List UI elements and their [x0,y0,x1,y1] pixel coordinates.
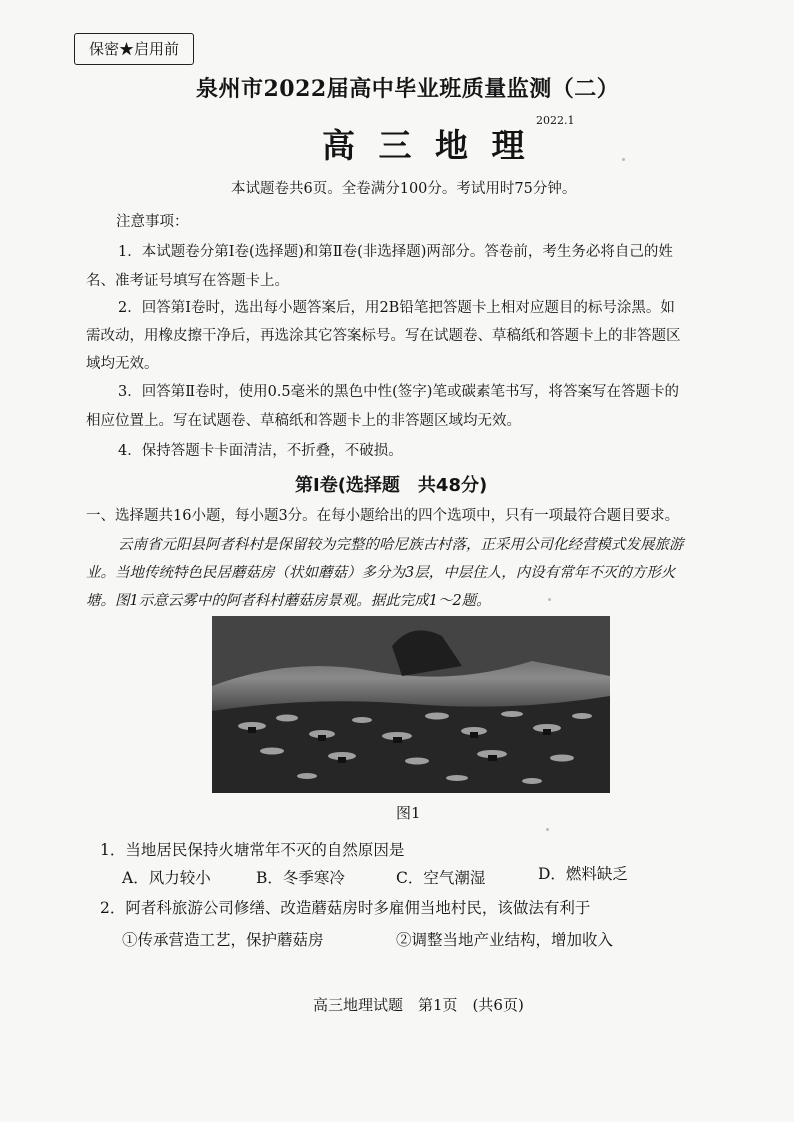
exam-title: 泉州市2022届高中毕业班质量监测（二） [196,76,620,102]
notes-line: 域均无效。 [86,356,159,372]
question-1-option-a: A．风力较小 [122,869,211,887]
subject-title: 高 三 地 理 [322,126,531,165]
notes-line: 1．本试题卷分第Ⅰ卷(选择题)和第Ⅱ卷(非选择题)两部分。答卷前，考生务必将自己的姓 [118,244,673,260]
section-title: 第Ⅰ卷(选择题 共48分) [295,475,488,496]
notes-line: 4．保持答题卡卡面清洁，不折叠，不破损。 [118,443,403,459]
intro-line: 本试题卷共6页。全卷满分100分。考试用时75分钟。 [231,181,577,197]
question-1-option-d: D．燃料缺乏 [538,865,628,883]
scan-speck [622,158,625,161]
confidential-stamp: 保密★启用前 [74,33,194,65]
question-1-option-b: B．冬季寒冷 [256,869,345,887]
question-2-stem: 2．阿者科旅游公司修缮、改造蘑菇房时多雇佣当地村民，该做法有利于 [100,899,591,917]
notes-line: 3．回答第Ⅱ卷时，使用0.5毫米的黑色中性(签字)笔或碳素笔书写，将答案写在答题卡的 [118,384,679,400]
passage-line: 塘。图1示意云雾中的阿者科村蘑菇房景观。据此完成1～2题。 [86,593,491,609]
passage-line: 业。当地传统特色民居蘑菇房（状如蘑菇）多分为3层，中层住人，内设有常年不灭的方形火 [86,565,676,581]
scan-speck [548,598,551,601]
page-footer: 高三地理试题 第1页 (共6页) [313,996,524,1014]
notes-line: 2．回答第Ⅰ卷时，选出每小题答案后，用2B铅笔把答题卡上相对应题目的标号涂黑。如 [118,300,675,316]
passage-line: 云南省元阳县阿者科村是保留较为完整的哈尼族古村落，正采用公司化经营模式发展旅游 [118,537,684,553]
mushroom-house-photo [212,616,610,793]
village-photo [212,616,610,793]
notes-heading: 注意事项： [116,214,189,230]
question-1-stem: 1．当地居民保持火塘常年不灭的自然原因是 [100,841,405,859]
figure-caption: 图1 [396,804,421,822]
question-2-option-2: ②调整当地产业结构，增加收入 [396,931,614,949]
notes-line: 名、准考证号填写在答题卡上。 [86,273,289,289]
exam-date: 2022.1 [536,114,575,127]
notes-line: 需改动，用橡皮擦干净后，再选涂其它答案标号。写在试题卷、草稿纸和答题卡上的非答题区 [86,328,681,344]
scan-speck [546,828,549,831]
section-instruction: 一、选择题共16小题，每小题3分。在每小题给出的四个选项中，只有一项最符合题目要求。 [86,508,680,524]
notes-line: 相应位置上。写在试题卷、草稿纸和答题卡上的非答题区域均无效。 [86,413,521,429]
question-1-option-c: C．空气潮湿 [396,869,486,887]
question-2-option-1: ①传承营造工艺，保护蘑菇房 [122,931,324,949]
